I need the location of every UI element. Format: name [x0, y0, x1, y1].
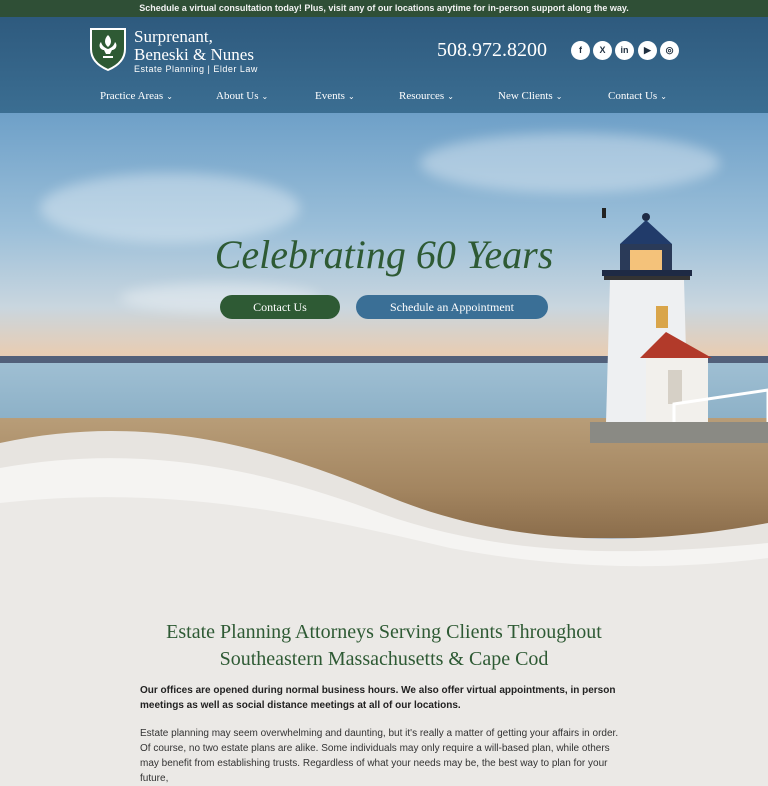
facebook-icon[interactable]: f: [571, 41, 590, 60]
section-heading: [0, 619, 768, 673]
linkedin-icon[interactable]: in: [615, 41, 634, 60]
nav-item-contact-us[interactable]: [608, 90, 667, 102]
nav-item-about-us[interactable]: [216, 90, 268, 102]
nav-label: New Clients: [498, 90, 553, 102]
nav-label: Contact Us: [608, 90, 658, 102]
intro-section: [0, 575, 768, 784]
office-hours-notice: Our offices are opened during normal business hours. We also offer virtual appointments, in person meetings as well as social distance meetings at all of our locations.: [140, 685, 616, 711]
firm-name-line2[interactable]: Beneski & Nunes: [134, 45, 254, 64]
nav-item-resources[interactable]: [399, 90, 454, 102]
chevron-down-icon: ⌄: [261, 92, 269, 101]
firm-tagline: Estate Planning | Elder Law: [134, 64, 258, 74]
chevron-down-icon: ⌄: [447, 92, 454, 101]
nav-label: Practice Areas: [100, 90, 164, 102]
hero-title: Celebrating 60 Years: [214, 232, 554, 277]
phone-number-link[interactable]: 508.972.8200: [437, 39, 547, 61]
announcement-bar: Schedule a virtual consultation today! Plus, visit any of our locations anytime for in-person support along the way.: [0, 0, 768, 17]
site-header: [0, 17, 768, 113]
chevron-down-icon: ⌄: [555, 92, 563, 101]
hero-cloud: [420, 133, 720, 193]
schedule-appointment-button[interactable]: Schedule an Appointment: [356, 295, 548, 319]
section-heading-line1: Estate Planning Attorneys Serving Clients Throughout: [166, 621, 602, 643]
youtube-icon[interactable]: ▶: [638, 41, 657, 60]
nav-label: Events: [315, 90, 345, 102]
nav-item-events[interactable]: [315, 90, 355, 102]
nav-label: Resources: [399, 90, 445, 102]
hero-wave-divider: [0, 423, 768, 575]
chevron-down-icon: ⌄: [660, 92, 667, 101]
intro-paragraph: Estate planning may seem overwhelming and daunting, but it's really a matter of getting your affairs in order. Of course, no two estate plans are alike. Some individuals may only require a will-based plan, while others may benefit from establishing trusts. Regardless of what your needs may be, the best way to plan for your future,: [140, 728, 619, 784]
firm-name-line1[interactable]: Surprenant,: [134, 27, 213, 46]
contact-us-button[interactable]: Contact Us: [220, 295, 340, 319]
x-icon[interactable]: X: [593, 41, 612, 60]
hero-banner: [0, 113, 768, 575]
nav-item-practice-areas[interactable]: [100, 90, 173, 102]
instagram-icon[interactable]: ◎: [660, 41, 679, 60]
fleur-de-lis-shield-icon[interactable]: [89, 27, 127, 71]
nav-label: About Us: [216, 90, 259, 102]
nav-item-new-clients[interactable]: [498, 90, 562, 102]
chevron-down-icon: ⌄: [166, 92, 173, 101]
chevron-down-icon: ⌄: [347, 92, 355, 101]
section-heading-line2: Southeastern Massachusetts & Cape Cod: [219, 648, 549, 670]
